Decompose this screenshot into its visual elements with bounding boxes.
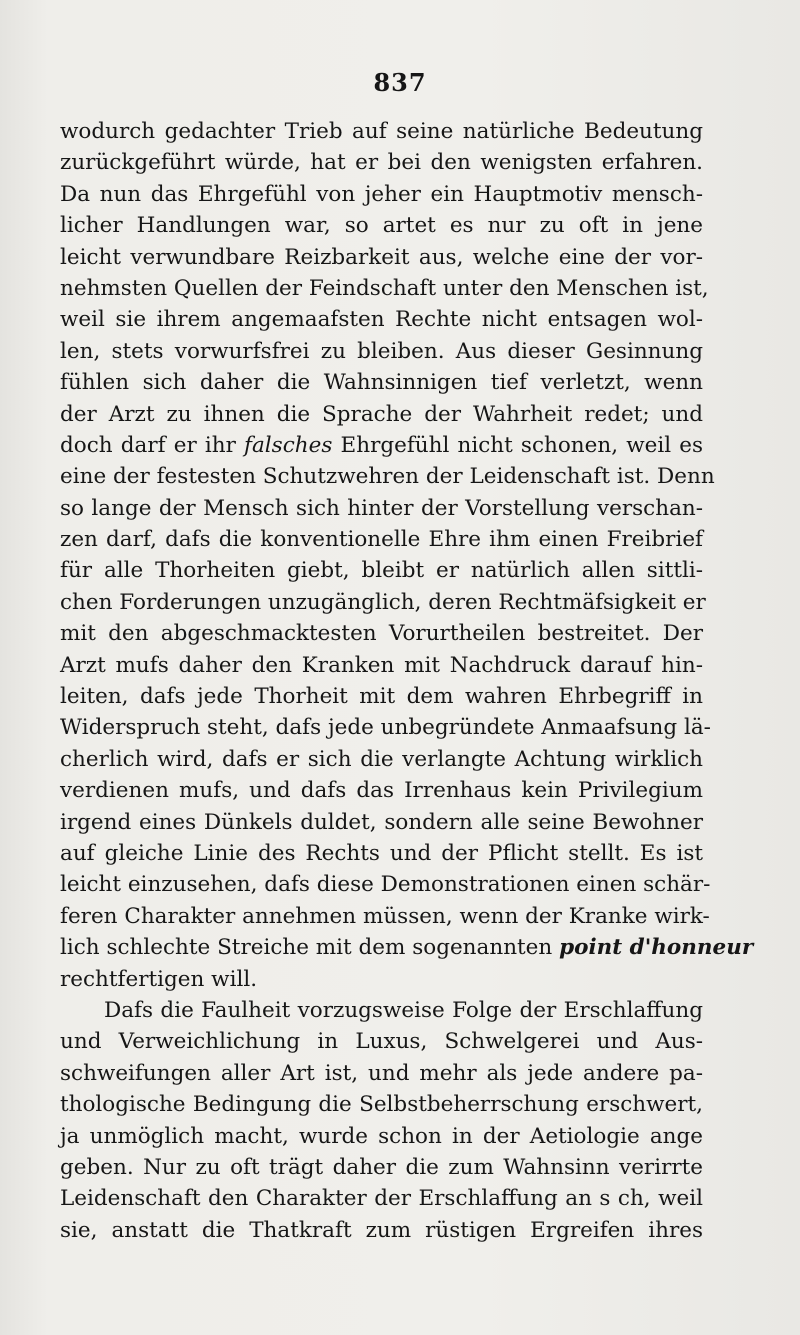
- text-segment: auf gleiche Linie des Rechts und der Pflicht stellt. Es ist: [60, 840, 703, 866]
- text-line: [60, 1152, 703, 1183]
- text-segment: leicht verwundbare Reizbarkeit aus, welche eine der vor-: [60, 244, 703, 270]
- text-line: [60, 712, 711, 743]
- text-line: [60, 273, 709, 304]
- text-segment: eine der festesten Schutzwehren der Leidenschaft ist. Denn: [60, 464, 715, 490]
- text-line: [60, 1121, 703, 1152]
- text-line: [60, 1215, 703, 1246]
- text-segment: zen darf, dafs die konventionelle Ehre ihm einen Freibrief: [60, 527, 703, 553]
- text-line: [60, 210, 703, 241]
- text-segment: Da nun das Ehrgefühl von jeher ein Hauptmotiv mensch-: [60, 181, 703, 207]
- text-segment: lich schlechte Streiche mit dem sogenannten: [60, 935, 560, 961]
- text-segment: geben. Nur zu oft trägt daher die zum Wahnsinn verirrte: [60, 1154, 703, 1180]
- text-line: [60, 1058, 703, 1089]
- text-segment: leicht einzusehen, dafs diese Demonstrationen einen schär-: [60, 872, 711, 898]
- text-line: [60, 995, 703, 1026]
- text-segment: licher Handlungen war, so artet es nur zu oft in jene: [60, 213, 703, 239]
- text-segment: Ehrgefühl nicht schonen, weil es: [332, 432, 703, 458]
- text-line: [60, 901, 710, 932]
- text-segment: weil sie ihrem angemaafsten Rechte nicht entsagen wol-: [60, 307, 703, 333]
- text-line: [60, 869, 711, 900]
- text-line: [60, 116, 703, 147]
- text-segment: mit den abgeschmacktesten Vorurtheilen bestreitet. Der: [60, 621, 703, 647]
- emphasized-text: point d'honneur: [559, 935, 754, 961]
- text-segment: fühlen sich daher die Wahnsinnigen tief verletzt, wenn: [60, 370, 703, 396]
- text-segment: doch darf er ihr: [60, 432, 245, 458]
- text-line: [60, 430, 703, 461]
- text-segment: nehmsten Quellen der Feindschaft unter den Menschen ist,: [60, 275, 709, 301]
- text-line: [60, 744, 703, 775]
- text-segment: Leidenschaft den Charakter der Erschlaffung an s ch, weil: [60, 1186, 703, 1212]
- text-segment: len, stets vorwurfsfrei zu bleiben. Aus dieser Gesinnung: [60, 338, 703, 364]
- text-line: [60, 493, 703, 524]
- text-line: [60, 1089, 703, 1120]
- text-segment: feren Charakter annehmen müssen, wenn der Kranke wirk-: [60, 903, 710, 929]
- text-segment: Widerspruch steht, dafs jede unbegründete Anmaafsung lä-: [60, 715, 711, 741]
- text-line: [60, 618, 703, 649]
- text-segment: rechtfertigen will.: [60, 966, 258, 992]
- text-segment: Dafs die Faulheit vorzugsweise Folge der Erschlaffung: [104, 997, 703, 1023]
- text-line: [60, 838, 703, 869]
- text-line: [60, 336, 703, 367]
- text-line: [60, 587, 706, 618]
- body-text: [60, 116, 754, 1246]
- text-segment: wodurch gedachter Trieb auf seine natürliche Bedeutung: [60, 119, 703, 144]
- text-line: [60, 681, 703, 712]
- text-segment: so lange der Mensch sich hinter der Vorstellung verschan-: [60, 495, 703, 521]
- text-segment: und Verweichlichung in Luxus, Schwelgerei und Aus-: [60, 1029, 703, 1055]
- page-number: 837: [373, 68, 427, 97]
- text-segment: der Arzt zu ihnen die Sprache der Wahrheit redet; und: [60, 401, 703, 427]
- text-segment: chen Forderungen unzugänglich, deren Rechtmäfsigkeit er: [60, 589, 706, 615]
- text-line: [60, 1183, 703, 1214]
- text-line: [60, 650, 703, 681]
- text-segment: für alle Thorheiten giebt, bleibt er natürlich allen sittli-: [60, 558, 703, 584]
- text-segment: zurückgeführt würde, hat er bei den wenigsten erfahren.: [60, 150, 703, 176]
- text-line: [60, 524, 703, 555]
- emphasized-text: falsches: [244, 432, 333, 458]
- text-line: [60, 147, 703, 178]
- text-line: [60, 775, 703, 806]
- text-line: [60, 242, 703, 273]
- text-line: [60, 1026, 703, 1057]
- text-line: [60, 179, 703, 210]
- text-segment: Arzt mufs daher den Kranken mit Nachdruck darauf hin-: [60, 652, 703, 678]
- text-segment: leiten, dafs jede Thorheit mit dem wahren Ehrbegriff in: [60, 684, 703, 710]
- text-line: [60, 367, 703, 398]
- text-line: [60, 964, 703, 995]
- text-line: [60, 555, 703, 586]
- text-segment: thologische Bedingung die Selbstbeherrschung erschwert,: [60, 1092, 703, 1118]
- text-line: [60, 461, 715, 492]
- text-segment: schweifungen aller Art ist, und mehr als jede andere pa-: [60, 1060, 703, 1086]
- text-segment: irgend eines Dünkels duldet, sondern alle seine Bewohner: [60, 809, 703, 835]
- text-segment: sie, anstatt die Thatkraft zum rüstigen Ergreifen ihres: [60, 1217, 703, 1243]
- text-line: [60, 932, 754, 963]
- text-segment: ja unmöglich macht, wurde schon in der Aetiologie ange: [60, 1123, 703, 1149]
- text-segment: verdienen mufs, und dafs das Irrenhaus kein Privilegium: [60, 778, 703, 804]
- text-line: [60, 807, 703, 838]
- text-line: [60, 304, 703, 335]
- text-line: [60, 399, 703, 430]
- text-segment: cherlich wird, dafs er sich die verlangte Achtung wirklich: [60, 746, 703, 772]
